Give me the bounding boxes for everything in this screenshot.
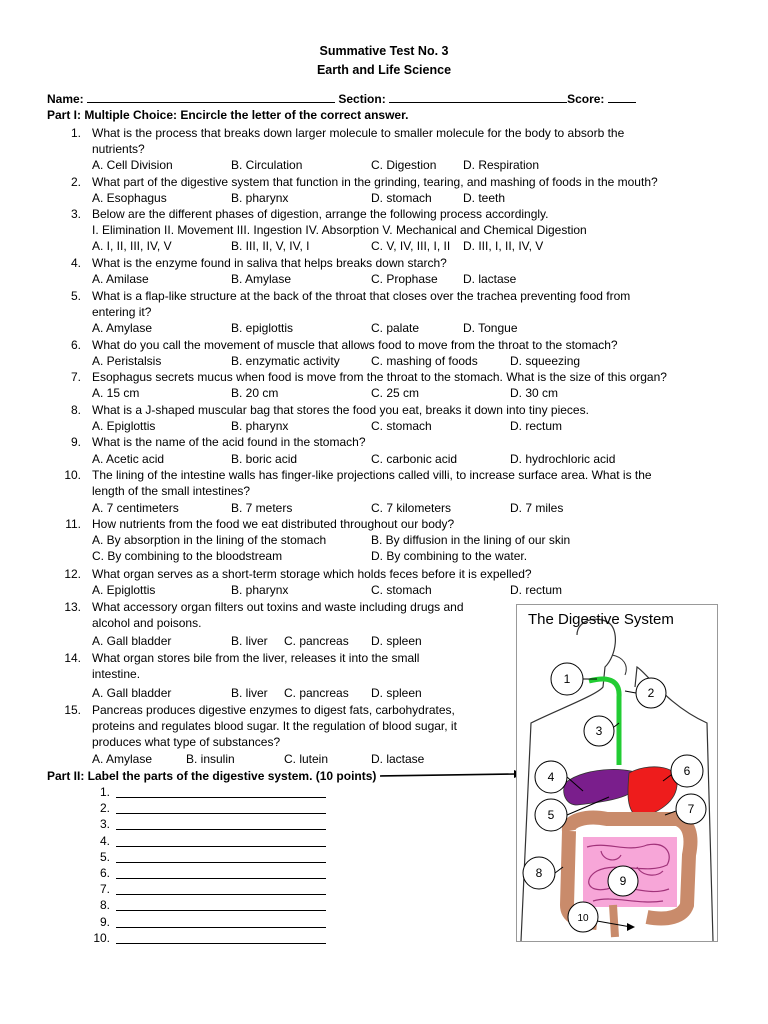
question-text: Pancreas produces digestive enzymes to digest fats, carbohydrates, bbox=[92, 703, 455, 717]
answer-option[interactable]: A. Peristalsis bbox=[92, 354, 162, 368]
question-number: 1. bbox=[70, 126, 81, 140]
answer-option[interactable]: B. By diffusion in the lining of our skin bbox=[371, 533, 571, 547]
answer-option[interactable]: A. Amilase bbox=[92, 272, 149, 286]
answer-option[interactable]: C. 25 cm bbox=[371, 386, 420, 400]
label-6: 6 bbox=[683, 764, 691, 778]
answer-blank[interactable] bbox=[116, 899, 326, 911]
question-text: Esophagus secrets mucus when food is move from the throat to the stomach. What is the size of this organ? bbox=[92, 370, 667, 384]
answer-option[interactable]: C. V, IV, III, I, II bbox=[371, 239, 451, 253]
answer-number: 2. bbox=[99, 801, 110, 816]
question-text: I. Elimination II. Movement III. Ingestion IV. Absorption V. Mechanical and Chemical Digestion bbox=[92, 223, 587, 237]
answer-option[interactable]: B. enzymatic activity bbox=[231, 354, 340, 368]
answer-option[interactable]: C. Digestion bbox=[371, 158, 437, 172]
question-text: What accessory organ filters out toxins and waste including drugs and bbox=[92, 600, 464, 614]
answer-blank[interactable] bbox=[116, 867, 326, 879]
answer-option[interactable]: A. By absorption in the lining of the stomach bbox=[92, 533, 327, 547]
label-2: 2 bbox=[647, 686, 655, 700]
question-number: 9. bbox=[70, 435, 81, 449]
answer-option[interactable]: C. pancreas bbox=[284, 634, 349, 648]
answer-option[interactable]: B. pharynx bbox=[231, 419, 289, 433]
answer-option[interactable]: A. Gall bladder bbox=[92, 686, 172, 700]
answer-option[interactable]: B. Circulation bbox=[231, 158, 303, 172]
question-text: entering it? bbox=[92, 305, 152, 319]
answer-number: 5. bbox=[99, 849, 110, 864]
answer-option[interactable]: C. lutein bbox=[284, 752, 329, 766]
answer-option[interactable]: D. squeezing bbox=[510, 354, 581, 368]
answer-option[interactable]: C. stomach bbox=[371, 419, 432, 433]
name-label: Name: bbox=[47, 92, 84, 106]
answer-option[interactable]: C. Prophase bbox=[371, 272, 438, 286]
digestive-system-drawing bbox=[517, 605, 717, 941]
answer-option[interactable]: C. pancreas bbox=[284, 686, 349, 700]
score-blank[interactable] bbox=[608, 91, 636, 103]
answer-blank[interactable] bbox=[116, 932, 326, 944]
label-3: 3 bbox=[595, 724, 603, 738]
answer-number: 3. bbox=[99, 817, 110, 832]
answer-option[interactable]: D. spleen bbox=[371, 634, 422, 648]
question-number: 6. bbox=[70, 338, 81, 352]
test-subtitle: Earth and Life Science bbox=[316, 63, 452, 77]
answer-option[interactable]: A. Cell Division bbox=[92, 158, 173, 172]
question-text: Below are the different phases of digestion, arrange the following process accordingly. bbox=[92, 207, 549, 221]
question-text: intestine. bbox=[92, 667, 141, 681]
answer-option[interactable]: D. 7 miles bbox=[510, 501, 564, 515]
answer-option[interactable]: D. Respiration bbox=[463, 158, 540, 172]
question-number: 12. bbox=[64, 567, 81, 581]
answer-number: 7. bbox=[99, 882, 110, 897]
figure-title: The Digestive System bbox=[528, 611, 674, 628]
answer-number: 9. bbox=[99, 914, 110, 929]
label-4: 4 bbox=[547, 770, 555, 784]
question-text: What organ stores bile from the liver, releases it into the small bbox=[92, 651, 420, 665]
answer-option[interactable]: D. rectum bbox=[510, 583, 563, 597]
question-text: What is a J-shaped muscular bag that stores the food you eat, breaks it down into tiny pieces. bbox=[92, 403, 589, 417]
answer-number: 1. bbox=[99, 785, 110, 799]
answer-option[interactable]: C. palate bbox=[371, 321, 420, 335]
section-blank[interactable] bbox=[389, 91, 567, 103]
answer-option[interactable]: D. Tongue bbox=[463, 321, 518, 335]
question-text: What part of the digestive system that function in the grinding, tearing, and mashing of foods in the mouth? bbox=[92, 175, 658, 189]
answer-option[interactable]: D. teeth bbox=[463, 191, 506, 205]
question-text: produces what type of substances? bbox=[92, 735, 281, 749]
answer-option[interactable]: D. spleen bbox=[371, 686, 422, 700]
answer-option[interactable]: D. rectum bbox=[510, 419, 563, 433]
question-text: What do you call the movement of muscle that allows food to move from the throat to the stomach? bbox=[92, 338, 618, 352]
label-10: 10 bbox=[577, 913, 589, 924]
question-number: 7. bbox=[70, 370, 81, 384]
label-7: 7 bbox=[687, 802, 695, 816]
question-number: 4. bbox=[70, 256, 81, 270]
question-number: 5. bbox=[70, 289, 81, 303]
answer-option[interactable]: B. insulin bbox=[186, 752, 235, 766]
answer-number: 10. bbox=[93, 930, 110, 945]
name-row bbox=[47, 91, 636, 106]
answer-option[interactable]: D. By combining to the water. bbox=[371, 549, 528, 563]
answer-blank[interactable] bbox=[116, 883, 326, 895]
answer-option[interactable]: C. 7 kilometers bbox=[371, 501, 452, 515]
answer-option[interactable]: B. liver bbox=[231, 634, 268, 648]
label-1: 1 bbox=[563, 672, 571, 686]
answer-option[interactable]: C. By combining to the bloodstream bbox=[92, 549, 283, 563]
score-label: Score: bbox=[567, 92, 605, 106]
question-text: proteins and regulates blood sugar. It the regulation of blood sugar, it bbox=[92, 719, 457, 733]
answer-option[interactable]: C. stomach bbox=[371, 583, 432, 597]
answer-option[interactable]: D. hydrochloric acid bbox=[510, 452, 616, 466]
answer-blank[interactable] bbox=[116, 818, 326, 830]
question-text: How nutrients from the food we eat distributed throughout our body? bbox=[92, 517, 455, 531]
answer-option[interactable]: A. Epiglottis bbox=[92, 583, 156, 597]
question-text: What is the process that breaks down larger molecule to smaller molecule for the body to absorb the bbox=[92, 126, 625, 140]
answer-option[interactable]: B. III, II, V, IV, I bbox=[231, 239, 310, 253]
question-number: 15. bbox=[64, 703, 81, 717]
question-text: What is the name of the acid found in the stomach? bbox=[92, 435, 366, 449]
answer-option[interactable]: C. mashing of foods bbox=[371, 354, 478, 368]
answer-option[interactable]: D. III, I, II, IV, V bbox=[463, 239, 544, 253]
answer-option[interactable]: C. carbonic acid bbox=[371, 452, 458, 466]
answer-option[interactable]: B. epiglottis bbox=[231, 321, 294, 335]
answer-number: 8. bbox=[99, 898, 110, 913]
answer-option[interactable]: A. Gall bladder bbox=[92, 634, 172, 648]
answer-option[interactable]: D. lactase bbox=[371, 752, 425, 766]
answer-option[interactable]: B. 7 meters bbox=[231, 501, 293, 515]
test-title: Summative Test No. 3 bbox=[319, 44, 449, 58]
name-blank[interactable] bbox=[87, 91, 335, 103]
part1-heading: Part I: Multiple Choice: Encircle the letter of the correct answer. bbox=[47, 108, 409, 122]
answer-option[interactable]: D. stomach bbox=[371, 191, 432, 205]
question-number: 14. bbox=[64, 651, 81, 665]
digestive-system-figure bbox=[516, 604, 718, 942]
answer-option[interactable]: A. 15 cm bbox=[92, 386, 140, 400]
answer-number: 6. bbox=[99, 866, 110, 880]
answer-option[interactable]: D. lactase bbox=[463, 272, 517, 286]
question-text: alcohol and poisons. bbox=[92, 616, 202, 630]
answer-blank[interactable] bbox=[116, 851, 326, 863]
pointer-arrow bbox=[378, 768, 528, 784]
question-number: 3. bbox=[70, 207, 81, 221]
answer-option[interactable]: A. I, II, III, IV, V bbox=[92, 239, 172, 253]
answer-option[interactable]: D. 30 cm bbox=[510, 386, 559, 400]
answer-blank[interactable] bbox=[116, 786, 326, 798]
label-9: 9 bbox=[619, 874, 627, 888]
answer-option[interactable]: B. pharynx bbox=[231, 583, 289, 597]
question-text: nutrients? bbox=[92, 142, 145, 156]
question-number: 11. bbox=[65, 517, 81, 531]
answer-option[interactable]: A. Acetic acid bbox=[92, 452, 165, 466]
answer-option[interactable]: A. 7 centimeters bbox=[92, 501, 179, 515]
answer-option[interactable]: B. Amylase bbox=[231, 272, 292, 286]
label-5: 5 bbox=[547, 808, 555, 822]
answer-option[interactable]: B. liver bbox=[231, 686, 268, 700]
question-text: length of the small intestines? bbox=[92, 484, 251, 498]
question-text: What is the enzyme found in saliva that helps breaks down starch? bbox=[92, 256, 447, 270]
answer-option[interactable]: A. Amylase bbox=[92, 321, 153, 335]
question-number: 2. bbox=[70, 175, 81, 189]
question-number: 8. bbox=[70, 403, 81, 417]
answer-option[interactable]: B. 20 cm bbox=[231, 386, 279, 400]
question-number: 10. bbox=[64, 468, 81, 482]
stomach-shape bbox=[628, 767, 677, 817]
answer-option[interactable]: A. Epiglottis bbox=[92, 419, 156, 433]
part2-heading: Part II: Label the parts of the digestive system. (10 points) bbox=[47, 769, 377, 783]
answer-option[interactable]: A. Amylase bbox=[92, 752, 153, 766]
answer-blank[interactable] bbox=[116, 835, 326, 847]
section-label: Section: bbox=[338, 92, 386, 106]
question-text: What is a flap-like structure at the back of the throat that closes over the trachea preventing food from bbox=[92, 289, 631, 303]
answer-number: 4. bbox=[99, 833, 110, 848]
question-text: What organ serves as a short-term storage which holds feces before it is expelled? bbox=[92, 567, 532, 581]
question-number: 13. bbox=[64, 600, 81, 614]
label-8: 8 bbox=[535, 866, 543, 880]
answer-option[interactable]: B. boric acid bbox=[231, 452, 298, 466]
answer-blank[interactable] bbox=[116, 802, 326, 814]
answer-option[interactable]: A. Esophagus bbox=[92, 191, 167, 205]
question-text: The lining of the intestine walls has finger-like projections called villi, to increase surface area. What is the bbox=[92, 468, 652, 482]
answer-blank[interactable] bbox=[116, 916, 326, 928]
answer-option[interactable]: B. pharynx bbox=[231, 191, 289, 205]
